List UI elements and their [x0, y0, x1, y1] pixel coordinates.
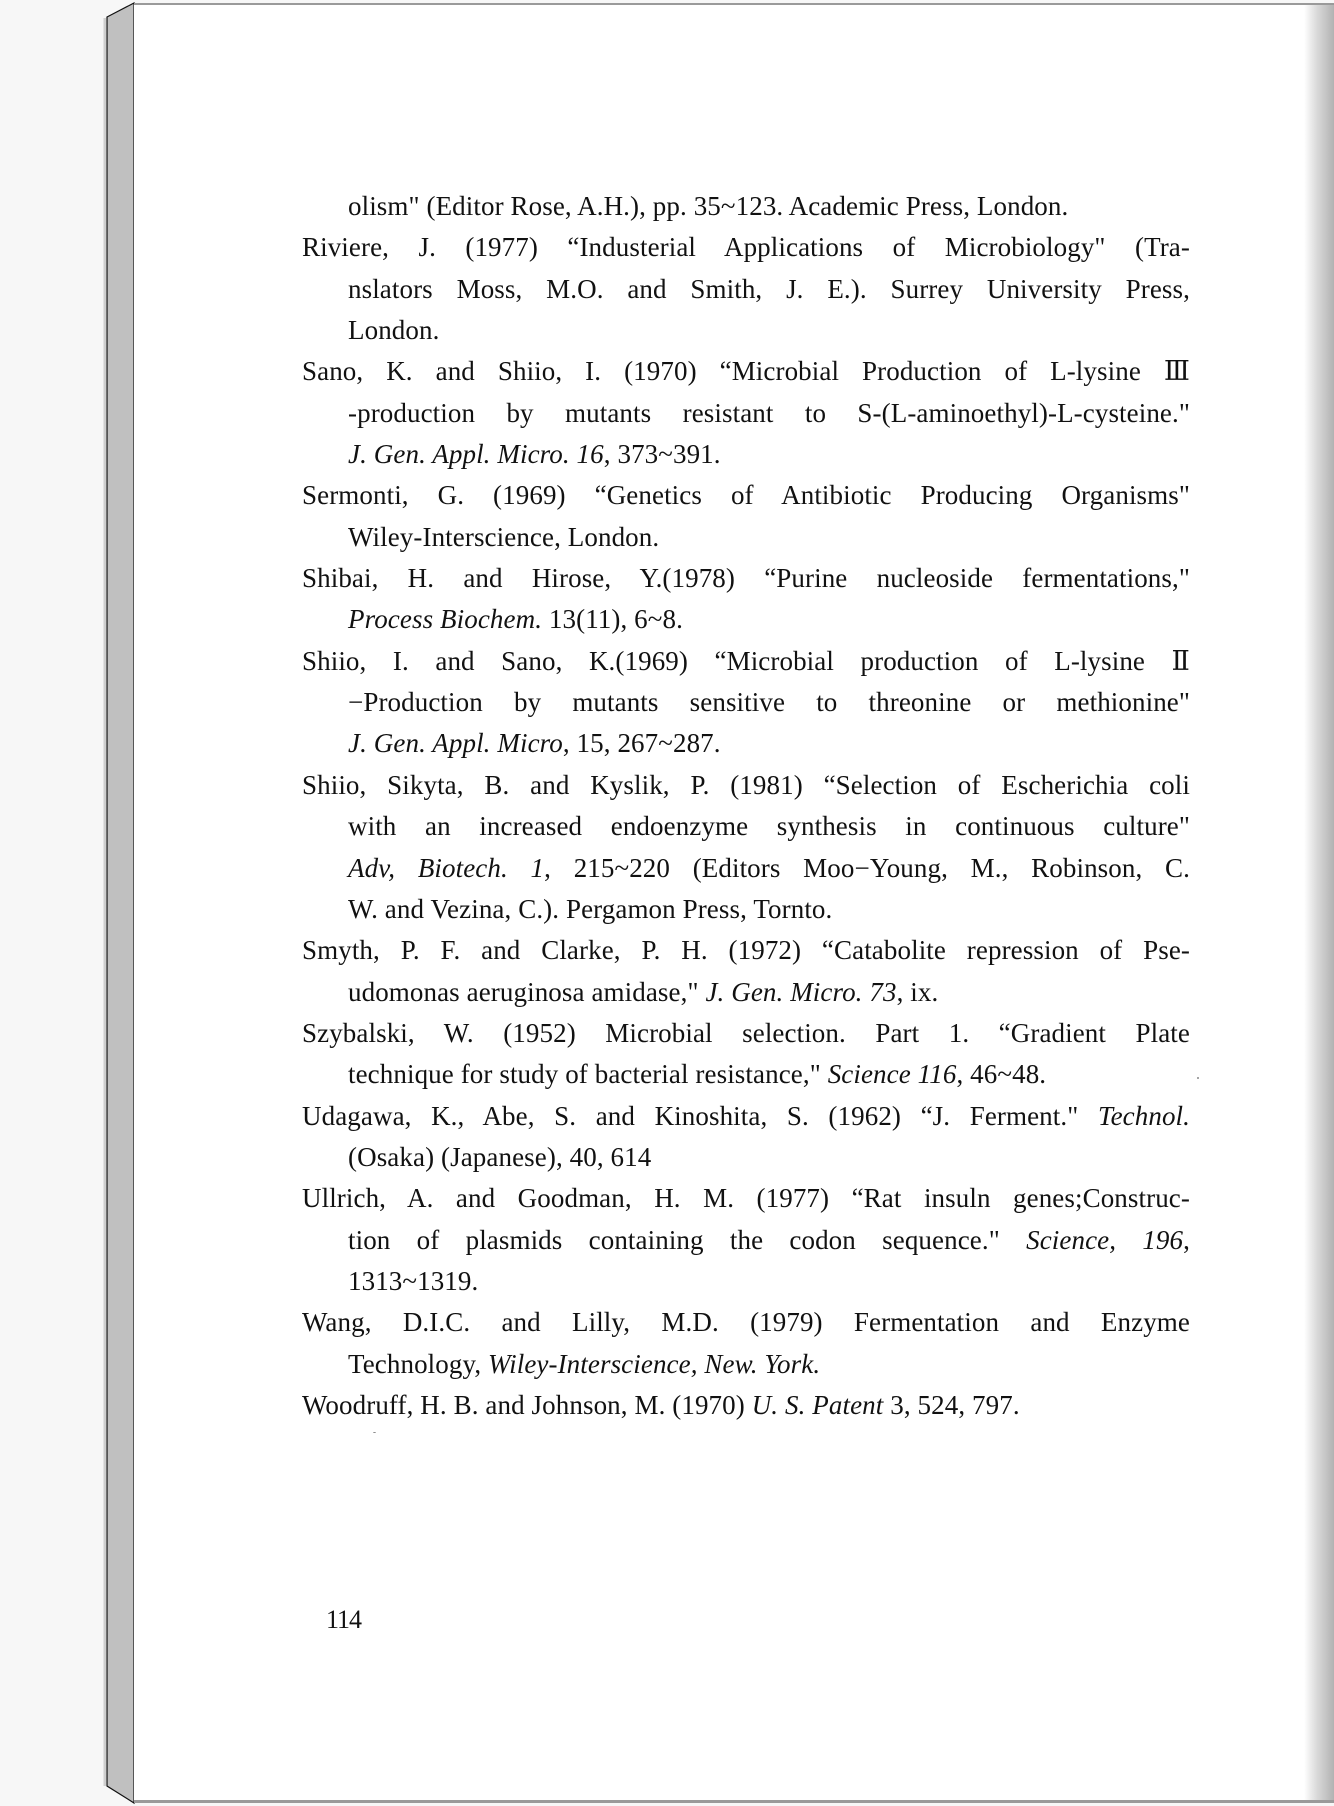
reference-text: nslators Moss, M.O. and Smith, J. E.). Surrey University Press, [348, 273, 1190, 304]
italic-citation-text: J. Gen. Appl. Micro [348, 728, 563, 759]
italic-citation-text: U. S. Patent [751, 1389, 884, 1420]
reference-text: technique for study of bacterial resistance," [348, 1059, 828, 1090]
reference-text: (Osaka) (Japanese), 40, 614 [348, 1141, 652, 1172]
reference-entry-line [302, 1302, 1190, 1343]
reference-text: tion of plasmids containing the codon sequence." [348, 1224, 1027, 1255]
reference-entry-line [302, 351, 1190, 392]
reference-continuation-line [348, 1220, 1190, 1261]
italic-citation-text: Technol. [1097, 1100, 1190, 1131]
reference-continuation-line [348, 889, 1190, 930]
reference-text: W. and Vezina, C.). Pergamon Press, Tornto. [348, 893, 833, 924]
italic-citation-text: Science 116 [827, 1059, 957, 1090]
reference-entry-line [302, 227, 1190, 268]
reference-text: Shiio, Sikyta, B. and Kyslik, P. (1981) “Selection of Escherichia coli [302, 769, 1190, 800]
reference-entry-line [302, 558, 1190, 599]
reference-continuation-line [348, 269, 1190, 310]
references-list [302, 186, 1190, 1426]
reference-text: , 46~48. [956, 1059, 1047, 1090]
reference-text: Wang, D.I.C. and Lilly, M.D. (1979) Fermentation and Enzyme [302, 1307, 1190, 1338]
reference-text: Shibai, H. and Hirose, Y.(1978) “Purine nucleoside fermentations," [302, 563, 1190, 594]
reference-continuation-line [348, 806, 1190, 847]
reference-text: , 15, 267~287. [562, 728, 721, 759]
reference-text: with an increased endoenzyme synthesis in continuous culture" [348, 811, 1190, 842]
scan-speck [1197, 1077, 1199, 1079]
reference-entry-line [302, 930, 1190, 971]
reference-text: Technology, [348, 1348, 489, 1379]
reference-entry-line [302, 1013, 1190, 1054]
reference-continuation-line [348, 434, 1190, 475]
italic-citation-text: Adv, Biotech. 1 [348, 852, 545, 883]
reference-continuation-line [348, 599, 1190, 640]
scan-speck [373, 1432, 376, 1433]
reference-text: olism" (Editor Rose, A.H.), pp. 35~123. Academic Press, London. [348, 191, 1069, 221]
reference-text: Ullrich, A. and Goodman, H. M. (1977) “Rat insuln genes;Construc- [302, 1183, 1190, 1214]
reference-text: , 215~220 (Editors Moo−Young, M., Robinson, C. [544, 852, 1190, 883]
book-spine-edge [107, 3, 134, 1803]
reference-entry-line [302, 641, 1190, 682]
reference-entry-line [302, 1096, 1190, 1137]
italic-citation-text: J. Gen. Appl. Micro. 16 [348, 439, 604, 470]
reference-continuation-line [348, 517, 1190, 558]
reference-text: London. [348, 315, 440, 346]
reference-text: , [1183, 1224, 1190, 1255]
reference-text: Riviere, J. (1977) “Industerial Applications of Microbiology" (Tra- [302, 232, 1190, 263]
reference-text: 1313~1319. [348, 1265, 479, 1296]
reference-continuation-line [348, 682, 1190, 723]
reference-text: −Production by mutants sensitive to threonine or methionine" [348, 687, 1190, 718]
italic-citation-text: Process Biochem. [348, 604, 543, 635]
reference-continuation-line [348, 310, 1190, 351]
reference-continuation-line [348, 848, 1190, 889]
reference-continuation-line [348, 1054, 1190, 1095]
page-number: 114 [326, 1605, 362, 1634]
italic-citation-text: J. Gen. Micro. 73 [705, 976, 897, 1007]
reference-continuation-line [348, 1137, 1190, 1178]
reference-text: udomonas aeruginosa amidase," [348, 976, 706, 1007]
reference-text: 3, 524, 797. [883, 1389, 1020, 1420]
reference-text: , 373~391. [603, 439, 721, 470]
reference-text: Sano, K. and Shiio, I. (1970) “Microbial Production of L-lysine Ⅲ [302, 356, 1190, 387]
reference-continuation-line [348, 393, 1190, 434]
reference-continuation-line [348, 1261, 1190, 1302]
reference-entry-line [302, 765, 1190, 806]
reference-text: Wiley-Interscience, London. [348, 521, 660, 552]
reference-continuation-line [348, 723, 1190, 764]
reference-entry-line [302, 1385, 1190, 1426]
reference-text: 13(11), 6~8. [542, 604, 683, 635]
reference-text: Smyth, P. F. and Clarke, P. H. (1972) “Catabolite repression of Pse- [302, 935, 1190, 966]
reference-entry-line [302, 475, 1190, 516]
reference-text: Shiio, I. and Sano, K.(1969) “Microbial production of L-lysine Ⅱ [302, 645, 1190, 676]
italic-citation-text: Wiley-Interscience, New. York. [488, 1348, 821, 1379]
reference-text: Szybalski, W. (1952) Microbial selection. Part 1. “Gradient Plate [302, 1017, 1190, 1048]
reference-entry-line [302, 1178, 1190, 1219]
reference-continuation-line [348, 972, 1190, 1013]
reference-text: Sermonti, G. (1969) “Genetics of Antibiotic Producing Organisms" [302, 480, 1190, 511]
reference-continuation-line [348, 1344, 1190, 1385]
italic-citation-text: Science, 196 [1026, 1224, 1184, 1255]
reference-text: Woodruff, H. B. and Johnson, M. (1970) [302, 1389, 752, 1420]
reference-text: , ix. [896, 976, 939, 1007]
reference-text: Udagawa, K., Abe, S. and Kinoshita, S. (1962) “J. Ferment." [302, 1100, 1098, 1131]
reference-continuation-line [348, 186, 1190, 227]
reference-text: -production by mutants resistant to S-(L-aminoethyl)-L-cysteine." [348, 397, 1190, 428]
page-gutter-shadow [1304, 5, 1334, 1800]
